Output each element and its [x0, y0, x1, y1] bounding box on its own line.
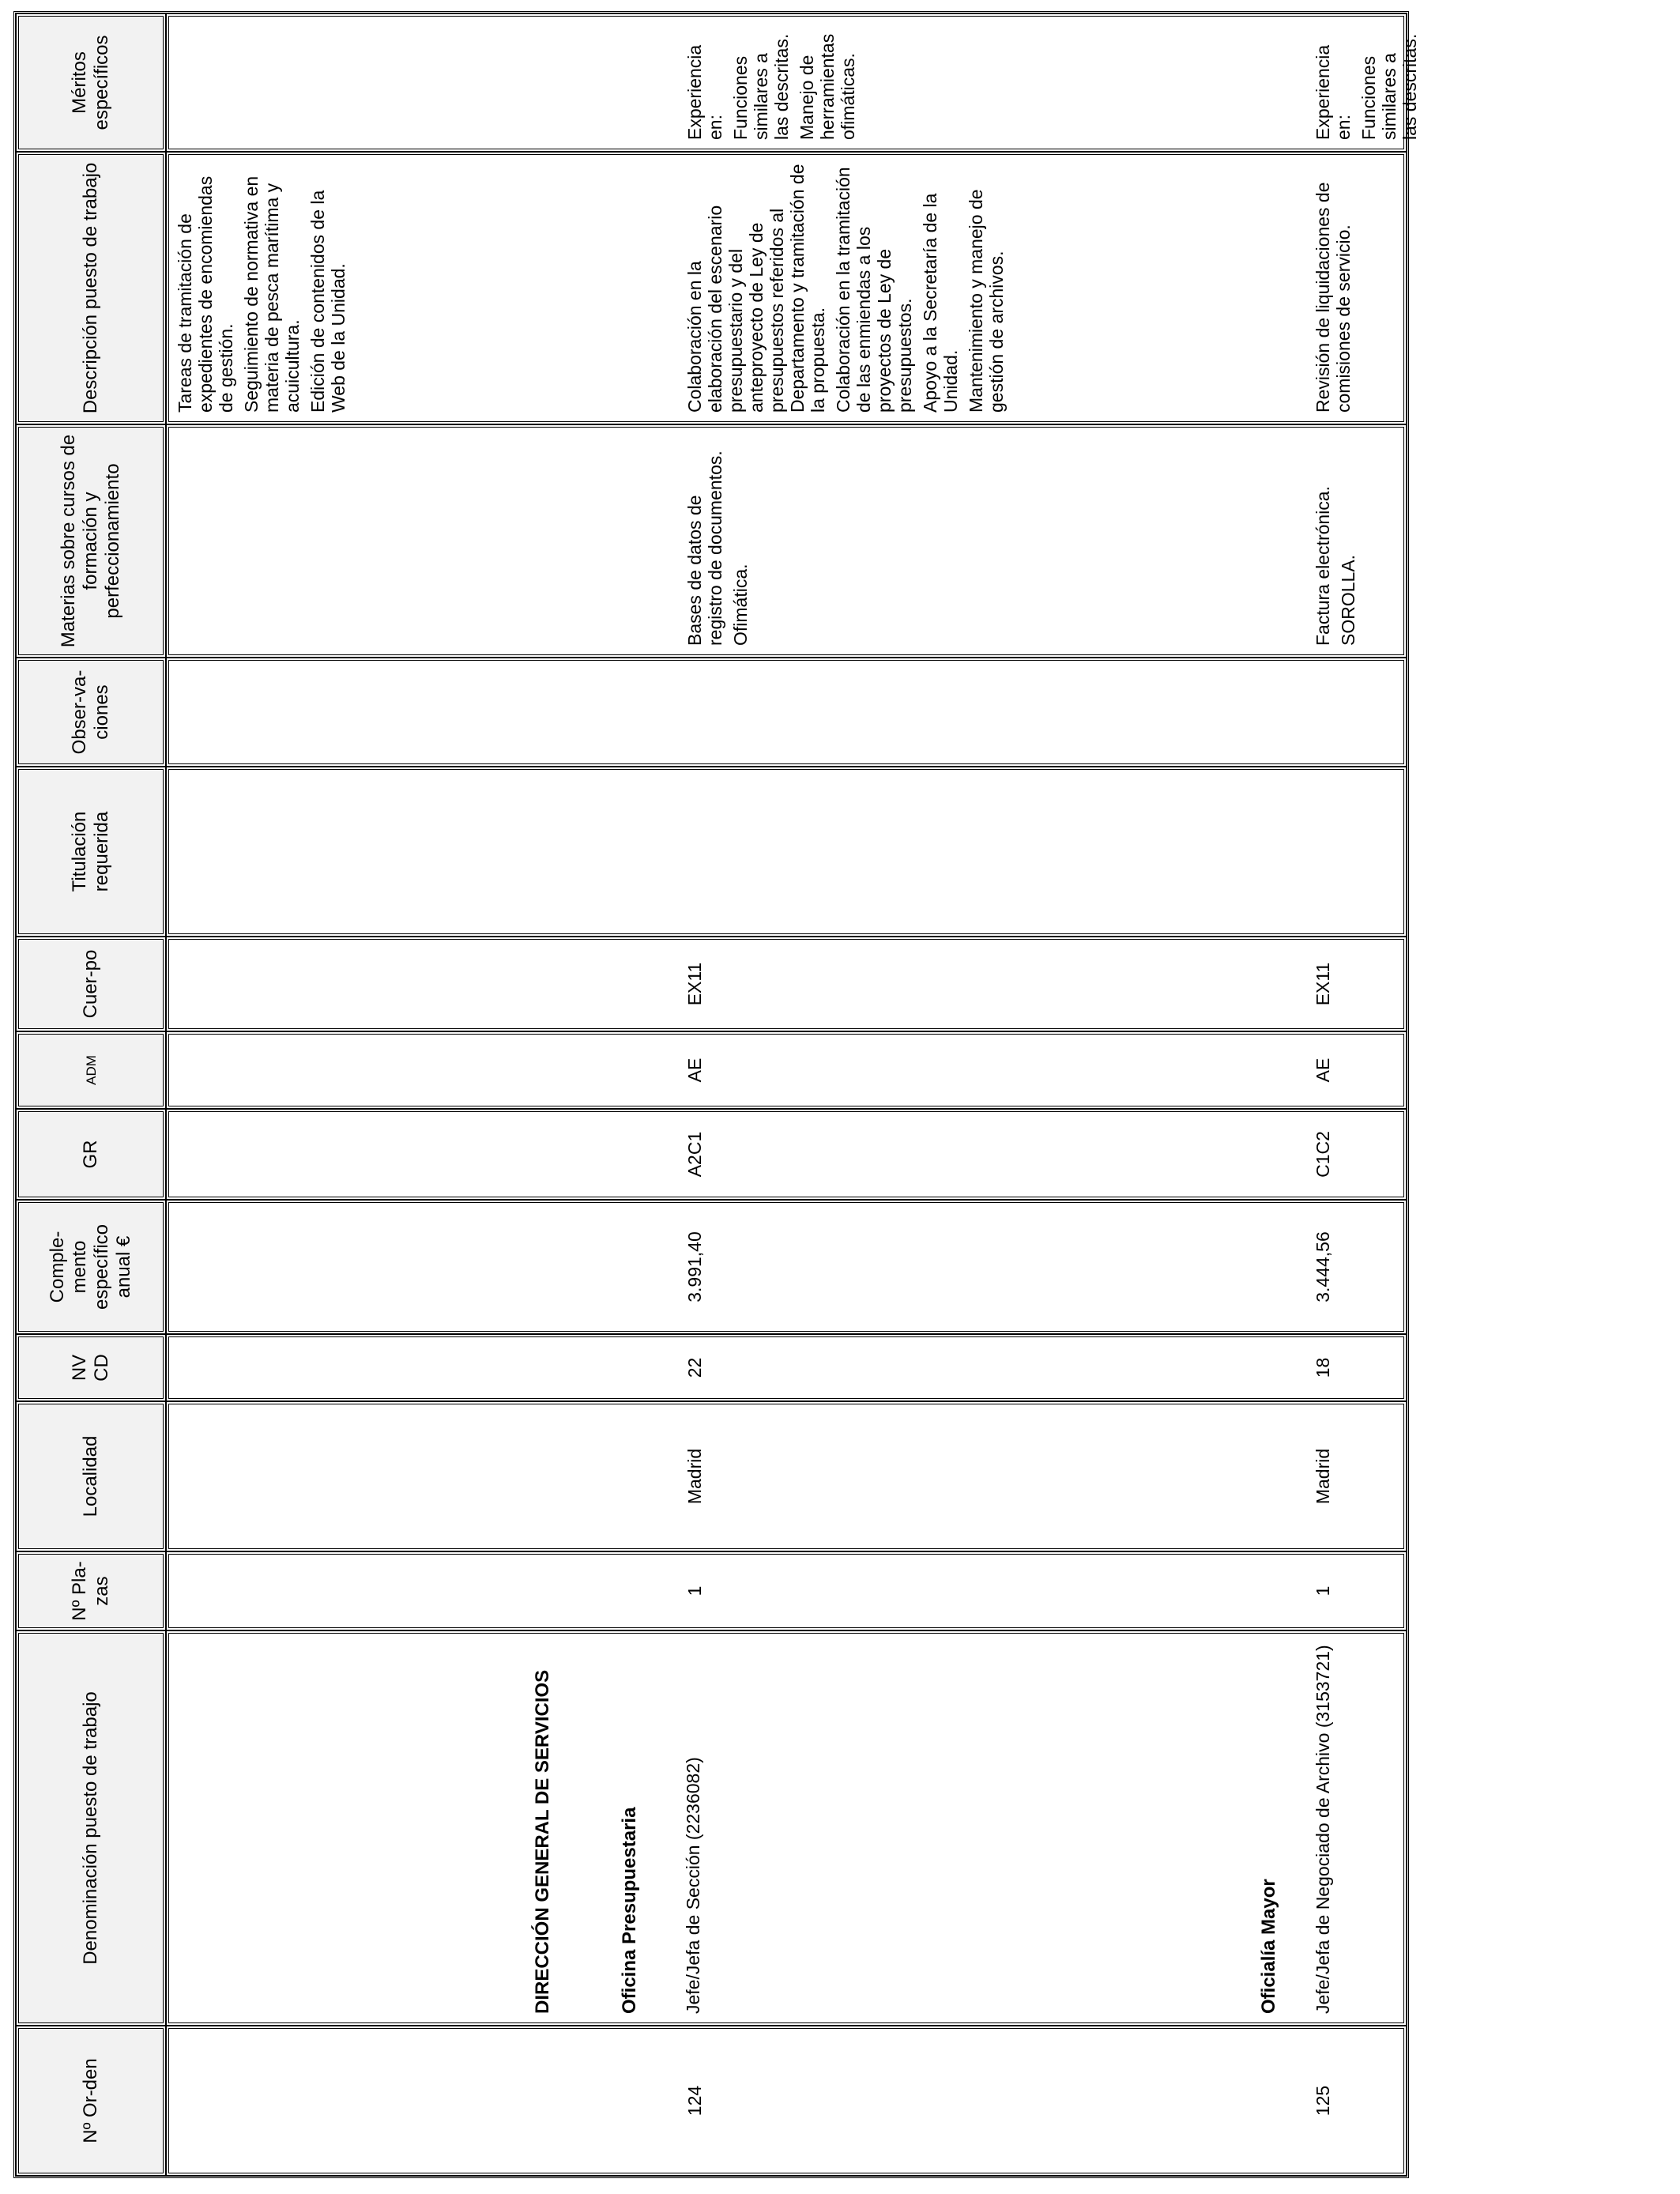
materias-124-item: Bases de datos de registro de documentos.: [684, 450, 725, 646]
descripcion-prev-item: Edición de contenidos de la Web de la Unidad.: [307, 190, 348, 413]
header-adm: [16, 1031, 166, 1109]
meritos-124-item: Funciones similares a las descritas.: [730, 33, 792, 140]
materias-124-item: Ofimática.: [730, 564, 751, 646]
header-plazas: Nº Pla-zas: [16, 1551, 166, 1630]
section-direccion: DIRECCIÓN GENERAL DE SERVICIOS: [532, 1669, 553, 2014]
header-titulacion: Titulación requerida: [16, 767, 166, 937]
cuerpo-124: EX11: [684, 962, 705, 1006]
table-row: [166, 13, 1407, 2176]
header-denominacion: Denominación puesto de trabajo: [16, 1630, 166, 2026]
descripcion-124-item: Colaboración en la elaboración del escenario presupuestario y del anteproyecto de Ley de presupuestos referidos al Departamento y tramitación de la propuesta.: [684, 164, 828, 413]
orden-124: 124: [684, 2085, 705, 2117]
nivel-cell: [166, 1334, 1407, 1401]
materias-cell: [166, 424, 1407, 658]
header-grupo: GR: [16, 1109, 166, 1200]
meritos-124-item: Manejo de herramientas ofimáticas.: [797, 33, 858, 140]
header-observaciones: Obser-va-ciones: [16, 658, 166, 767]
complemento-cell: [166, 1200, 1407, 1334]
grupo-124: A2C1: [684, 1131, 705, 1178]
descripcion-125-item: Revisión de liquidaciones de comisiones de servicio.: [1313, 182, 1354, 413]
header-complemento: Comple-mento específico anual €: [16, 1200, 166, 1334]
denominacion-125: Jefe/Jefa de Negociado de Archivo (3153721): [1313, 1645, 1333, 2014]
meritos-125: [1313, 25, 1420, 140]
plazas-cell: [166, 1551, 1407, 1630]
complemento-124: 3.991,40: [684, 1231, 705, 1302]
plazas-125: 1: [1313, 1585, 1333, 1596]
orden-125: 125: [1313, 2085, 1333, 2117]
cuerpo-cell: [166, 937, 1407, 1031]
adm-cell: [166, 1031, 1407, 1109]
grupo-cell: [166, 1109, 1407, 1200]
nivel-125: 18: [1313, 1357, 1333, 1378]
denominacion-cell: [166, 1630, 1407, 2026]
header-descripcion: Descripción puesto de trabajo: [16, 152, 166, 424]
descripcion-124: [684, 164, 1007, 413]
nivel-124: 22: [684, 1357, 705, 1378]
localidad-125: Madrid: [1313, 1448, 1333, 1505]
grupo-125: C1C2: [1313, 1131, 1333, 1178]
job-positions-table: [13, 11, 1420, 2178]
adm-125: AE: [1313, 1057, 1333, 1083]
descripcion-125: [1313, 164, 1354, 413]
meritos-125-item: Funciones similares a las descritas.: [1358, 33, 1420, 140]
cuerpo-125: EX11: [1313, 962, 1333, 1006]
meritos-cell: [166, 13, 1420, 152]
descripcion-prev-item: Tareas de tramitación de expedientes de encomiendas de gestión.: [175, 175, 236, 413]
descripcion-124-item: Apoyo a la Secretaría de la Unidad.: [920, 193, 961, 413]
descripcion-prev: [175, 164, 348, 413]
adm-124: AE: [684, 1057, 705, 1083]
titulacion-cell: [166, 767, 1407, 937]
meritos-124: [684, 25, 858, 140]
header-orden: Nº Or-den: [16, 2026, 166, 2176]
localidad-124: Madrid: [684, 1448, 705, 1505]
plazas-124: 1: [684, 1585, 705, 1596]
header-adm-label: ADM: [84, 1055, 99, 1085]
descripcion-prev-item: Seguimiento de normativa en materia de pesca marítima y acuicultura.: [241, 175, 303, 413]
materias-125: [1313, 436, 1358, 646]
observaciones-cell: [166, 658, 1407, 767]
complemento-125: 3.444,56: [1313, 1231, 1333, 1302]
materias-125-item: SOROLLA.: [1338, 554, 1358, 646]
header-nivel: NV CD: [16, 1334, 166, 1401]
section-oficialia: Oficialía Mayor: [1258, 1879, 1279, 2014]
localidad-cell: [166, 1401, 1407, 1551]
orden-cell: [166, 2026, 1407, 2176]
header-localidad: Localidad: [16, 1401, 166, 1551]
meritos-125-item: Experiencia en:: [1313, 44, 1354, 140]
header-cuerpo: Cuer-po: [16, 937, 166, 1031]
descripcion-124-item: Mantenimiento y manejo de gestión de archivos.: [966, 189, 1007, 413]
section-oficina: Oficina Presupuestaria: [619, 1807, 640, 2014]
materias-125-item: Factura electrónica.: [1313, 486, 1333, 646]
descripcion-124-item: Colaboración en la tramitación de las enmiendas a los proyectos de Ley de presupuestos.: [833, 167, 915, 413]
header-meritos: Méritos específicos: [16, 13, 166, 152]
descripcion-cell: [166, 152, 1407, 424]
denominacion-124: Jefe/Jefa de Sección (2236082): [683, 1757, 703, 2014]
materias-124: [684, 436, 751, 646]
header-materias: Materias sobre cursos de formación y perfeccionamiento: [16, 424, 166, 658]
meritos-124-item: Experiencia en:: [684, 44, 725, 140]
header-row: [16, 13, 166, 2176]
